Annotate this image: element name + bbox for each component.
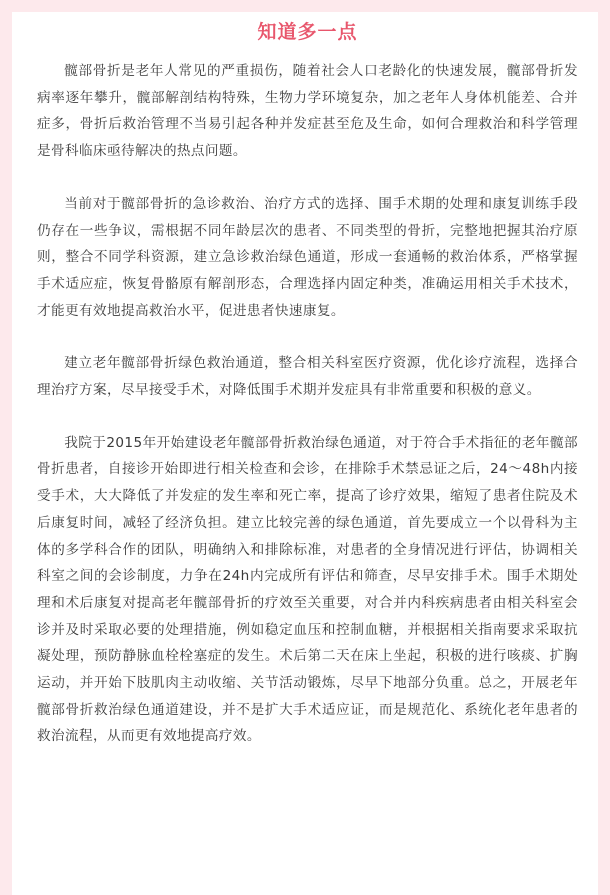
article-card [12,12,598,895]
paragraph-green-channel: 建立老年髋部骨折绿色救治通道，整合相关科室医疗资源，优化诊疗流程，选择合理治疗方案，尽早接受手术，对降低围手术期并发症具有非常重要和积极的意义。 [37,355,578,399]
paragraph-intro: 髋部骨折是老年人常见的严重损伤，随着社会人口老龄化的快速发展，髋部骨折发病率逐年攀升，髋部解剖结构特殊，生物力学环境复杂，加之老年人身体机能差、合并症多，骨折后救治管理不当易引起各种并发症甚至危及生命，如何合理救治和科学管理是骨科临床亟待解决的热点问题。 [37,63,578,160]
paragraph-current-status: 当前对于髋部骨折的急诊救治、治疗方式的选择、围手术期的处理和康复训练手段仍存在一些争议，需根据不同年龄层次的患者、不同类型的骨折，完整地把握其治疗原则，整合不同学科资源，建立急诊救治绿色通道，形成一套通畅的救治体系，严格掌握手术适应症，恢复骨骼原有解剖形态，合理选择内固定种类，准确运用相关手术技术，才能更有效地提高救治水平，促进患者快速康复。 [37,195,578,319]
paragraph-hospital-practice: 我院于2015年开始建设老年髋部骨折救治绿色通道，对于符合手术指征的老年髋部骨折患者，自接诊开始即进行相关检查和会诊，在排除手术禁忌证之后，24～48h内接受手术，大大降低了并发症的发生率和死亡率，提高了诊疗效果，缩短了患者住院及术后康复时间，减轻了经济负担。建立比较完善的绿色通道，首先要成立一个以骨科为主体的多学科合作的团队，明确纳入和排除标准，对患者的全身情况进行评估，协调相关科室之间的会诊制度，力争在24h内完成所有评估和筛查，尽早安排手术。围手术期处理和术后康复对提高老年髋部骨折的疗效至关重要，对合并内科疾病患者由相关科室会诊并及时采取必要的处理措施，例如稳定血压和控制血糖，并根据相关指南要求采取抗凝处理，预防静脉血栓栓塞症的发生。术后第二天在床上坐起，积极的进行咳痰、扩胸运动，并开始下肢肌肉主动收缩、关节活动锻炼，尽早下地部分负重。总之，开展老年髋部骨折救治绿色通道建设，并不是扩大手术适应证，而是规范化、系统化老年患者的救治流程，从而更有效地提高疗效。 [37,434,578,745]
article-title: 知道多一点 [257,21,358,43]
